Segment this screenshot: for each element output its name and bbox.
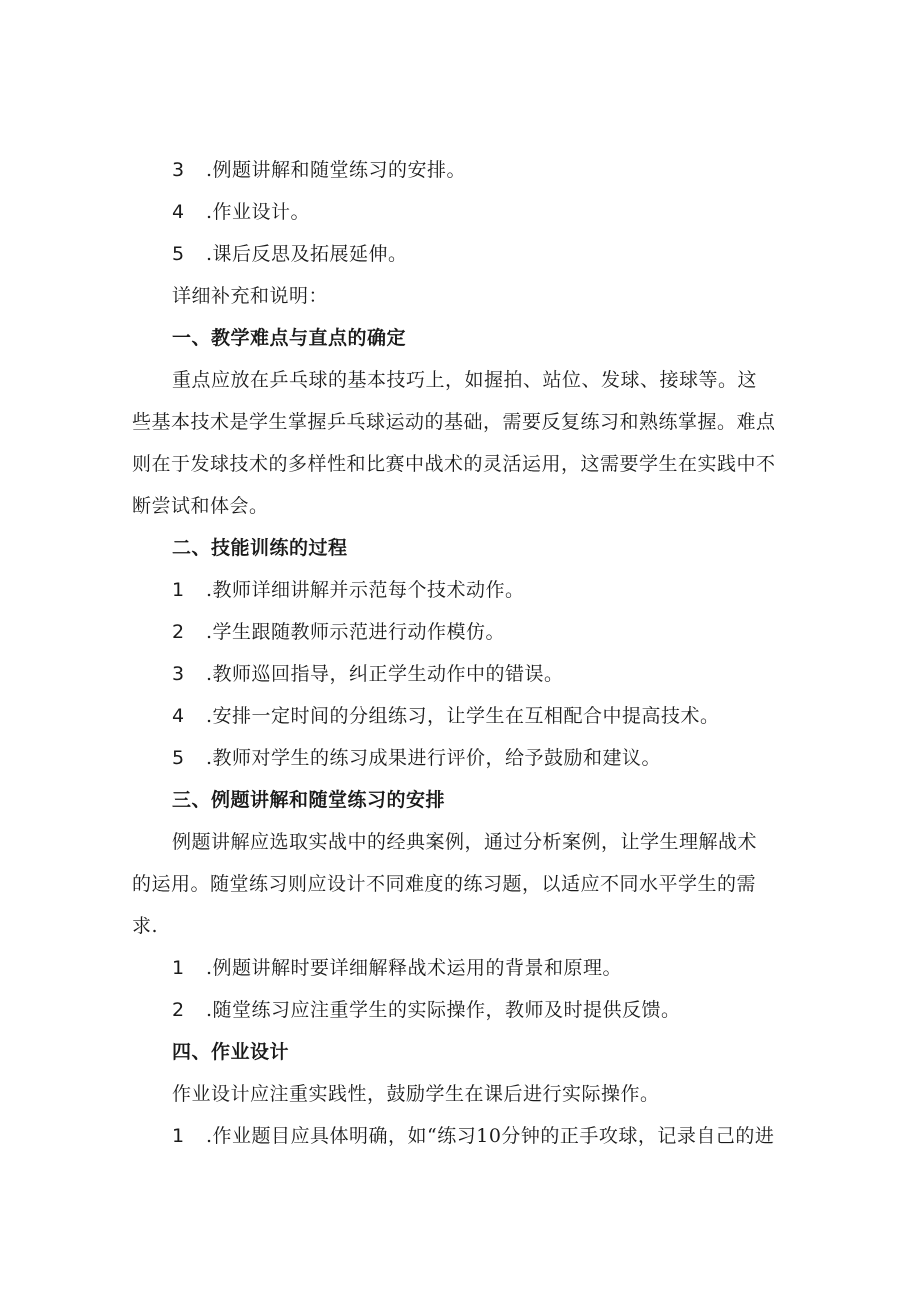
- list-text: .学生跟随教师示范进行动作模仿。: [206, 621, 506, 643]
- list-item: [172, 746, 661, 770]
- list-number: 1: [172, 1125, 185, 1147]
- list-item: [172, 956, 622, 980]
- section-heading: 二、技能训练的过程: [172, 537, 348, 559]
- list-number: 2: [172, 621, 185, 643]
- section-heading: 三、例题讲解和随堂练习的安排: [172, 789, 446, 811]
- list-item: [172, 200, 310, 224]
- list-number: 5: [172, 243, 185, 265]
- list-item: [172, 620, 505, 644]
- list-number: 1: [172, 957, 185, 979]
- paragraph-line: 则在于发球技术的多样性和比赛中战术的灵活运用，这需要学生在实践中不: [132, 453, 776, 475]
- paragraph-line: 作业设计应注重实践性，鼓励学生在课后进行实际操作。: [172, 1083, 660, 1105]
- list-text: .作业题目应具体明确，如“练习10分钟的正手攻球，记录自己的进: [206, 1125, 775, 1147]
- paragraph-line: 重点应放在乒乓球的基本技巧上，如握拍、站位、发球、接球等。这: [172, 369, 758, 391]
- list-number: 4: [172, 705, 185, 727]
- list-number: 5: [172, 747, 185, 769]
- paragraph-line: 断尝试和体会。: [132, 495, 269, 517]
- list-number: 2: [172, 999, 185, 1021]
- section-heading: 四、作业设计: [172, 1041, 290, 1063]
- list-number: 3: [172, 159, 185, 181]
- paragraph-line: 的运用。随堂练习则应设计不同难度的练习题，以适应不同水平学生的需: [132, 873, 757, 895]
- list-text: .教师详细讲解并示范每个技术动作。: [206, 579, 525, 601]
- list-item: [172, 662, 564, 686]
- list-item: [172, 1124, 774, 1148]
- list-item: [172, 704, 720, 728]
- list-text: .安排一定时间的分组练习，让学生在互相配合中提高技术。: [206, 705, 720, 727]
- list-number: 3: [172, 663, 185, 685]
- list-text: .随堂练习应注重学生的实际操作，教师及时提供反馈。: [206, 999, 681, 1021]
- intro-text: 详细补充和说明：: [172, 285, 329, 307]
- list-number: 4: [172, 201, 185, 223]
- list-item: [172, 578, 525, 602]
- list-item: [172, 158, 466, 182]
- paragraph-line: 些基本技术是学生掌握乒乓球运动的基础，需要反复练习和熟练掌握。难点: [132, 411, 776, 433]
- paragraph-line: 求.: [132, 915, 159, 937]
- list-text: .例题讲解时要详细解释战术运用的背景和原理。: [206, 957, 623, 979]
- list-text: .教师对学生的练习成果进行评价，给予鼓励和建议。: [206, 747, 662, 769]
- list-item: [172, 998, 681, 1022]
- list-text: .课后反思及拓展延伸。: [206, 243, 408, 265]
- list-text: .作业设计。: [206, 201, 311, 223]
- list-text: .例题讲解和随堂练习的安排。: [206, 159, 467, 181]
- paragraph-line: 例题讲解应选取实战中的经典案例，通过分析案例，让学生理解战术: [172, 831, 758, 853]
- list-item: [172, 242, 408, 266]
- section-heading: 一、教学难点与直点的确定: [172, 327, 407, 349]
- list-number: 1: [172, 579, 185, 601]
- list-text: .教师巡回指导，纠正学生动作中的错误。: [206, 663, 564, 685]
